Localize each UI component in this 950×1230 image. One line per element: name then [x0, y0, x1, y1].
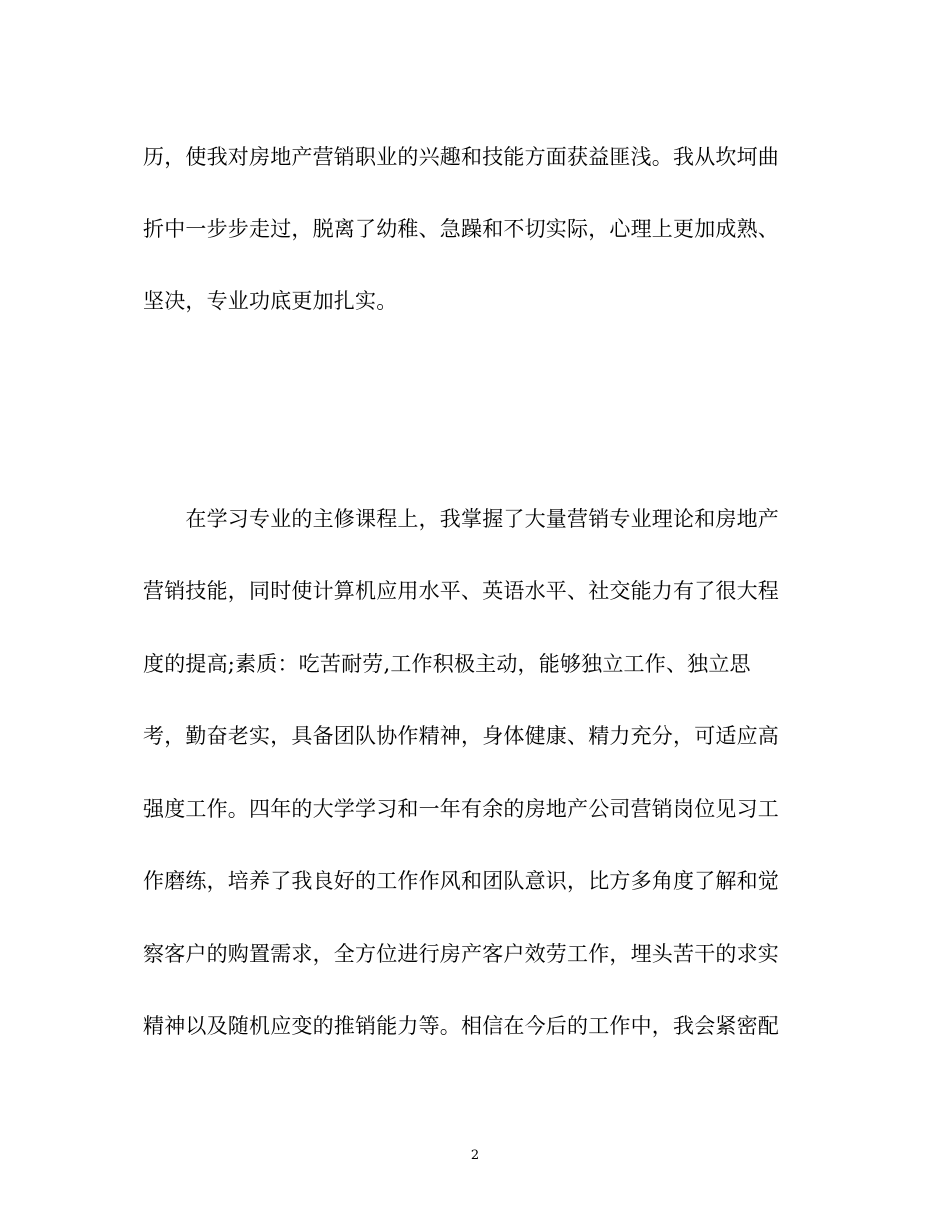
paragraph-2-line-2: 营销技能，同时使计算机应用水平、英语水平、社交能力有了很大程 [143, 579, 779, 603]
paragraph-2-line-4: 考，勤奋老实，具备团队协作精神，身体健康、精力充分，可适应高 [143, 724, 779, 748]
paragraph-2-line-1: 在学习专业的主修课程上，我掌握了大量营销专业理论和房地产 [143, 507, 779, 531]
paragraph-2-line-3: 度的提高;素质：吃苦耐劳,工作积极主动，能够独立工作、独立思 [143, 652, 751, 676]
paragraph-2-line-5: 强度工作。四年的大学学习和一年有余的房地产公司营销岗位见习工 [143, 797, 779, 821]
paragraph-1-line-3: 坚决，专业功底更加扎实。 [143, 289, 398, 313]
paragraph-1-line-2: 折中一步步走过，脱离了幼稚、急躁和不切实际，心理上更加成熟、 [143, 217, 779, 241]
paragraph-2-line-6: 作磨练，培养了我良好的工作作风和团队意识，比方多角度了解和觉 [143, 869, 779, 893]
page-number: 2 [470, 1148, 480, 1163]
paragraph-1-line-1: 历，使我对房地产营销职业的兴趣和技能方面获益匪浅。我从坎坷曲 [143, 145, 779, 169]
paragraph-2-line-8: 精神以及随机应变的推销能力等。相信在今后的工作中，我会紧密配 [143, 1014, 779, 1038]
paragraph-2-line-7: 察客户的购置需求，全方位进行房产客户效劳工作，埋头苦干的求实 [143, 942, 779, 966]
